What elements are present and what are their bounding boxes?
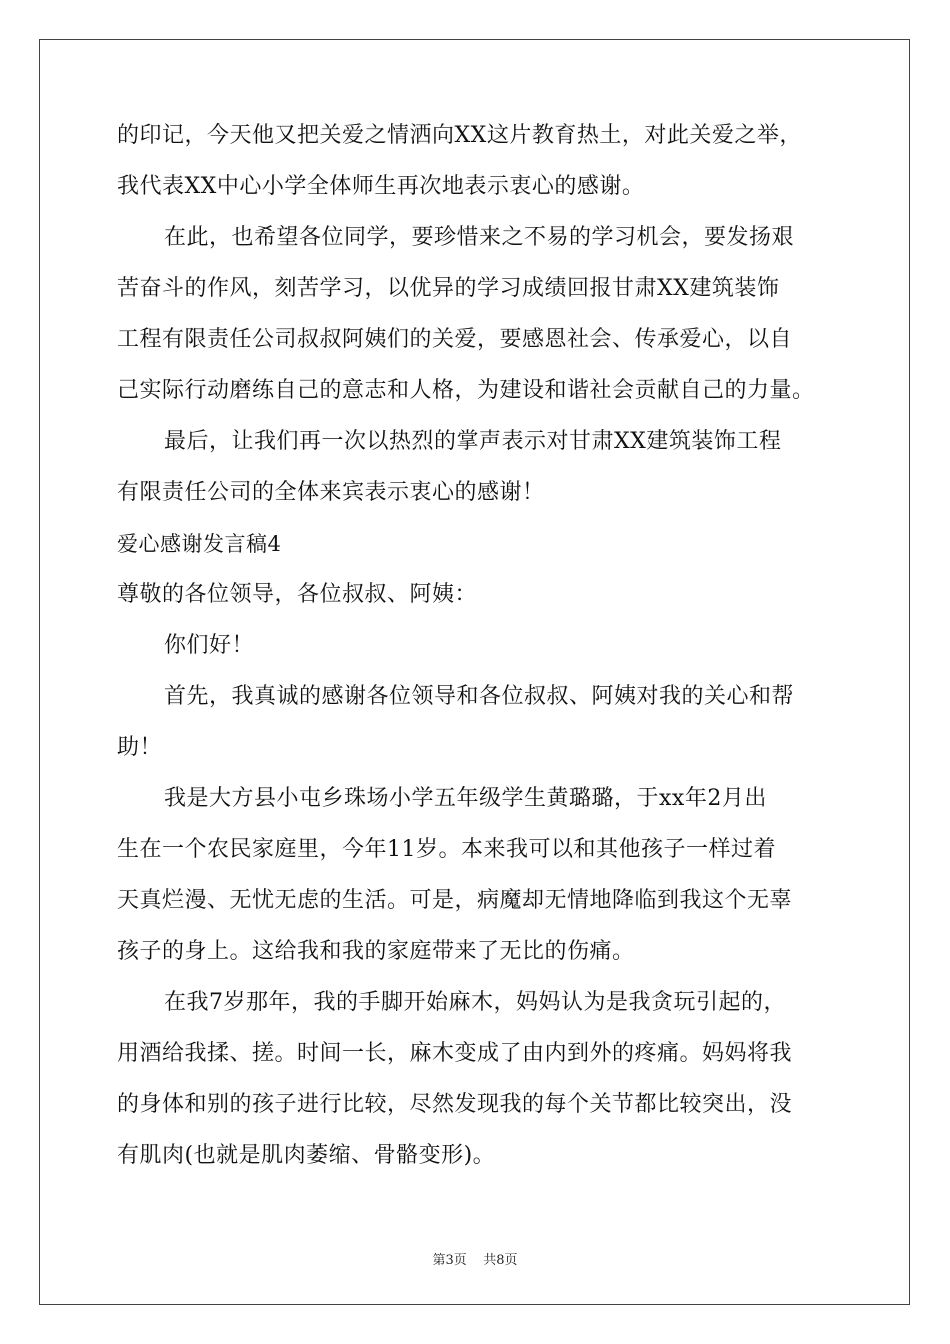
paragraph-start: 首先，我真诚的感谢各位领导和各位叔叔、阿姨对我的关心和帮 (164, 684, 795, 709)
text-line: 生在一个农民家庭里，今年11岁。本来我可以和其他孩子一样过着 (117, 837, 776, 862)
page-footer: 第3页 共8页 (432, 1253, 518, 1268)
text-line: 用酒给我揉、搓。时间一长，麻木变成了由内到外的疼痛。妈妈将我 (117, 1041, 793, 1066)
paragraph-start: 在此，也希望各位同学，要珍惜来之不易的学习机会，要发扬艰 (164, 225, 795, 250)
text-line: 我代表XX中心小学全体师生再次地表示衷心的感谢。 (117, 174, 645, 199)
text-line: 天真烂漫、无忧无虑的生活。可是，病魔却无情地降临到我这个无辜 (117, 888, 793, 913)
greeting: 你们好！ (164, 633, 255, 658)
text-line: 有限责任公司的全体来宾表示衷心的感谢！ (117, 480, 545, 505)
text-line: 工程有限责任公司叔叔阿姨们的关爱，要感恩社会、传承爱心，以自 (117, 327, 793, 352)
text-line: 助！ (117, 735, 163, 760)
section-heading: 爱心感谢发言稿4 (117, 532, 282, 556)
text-line: 的印记，今天他又把关爱之情洒向XX这片教育热土，对此关爱之举， (117, 123, 802, 148)
text-line: 有肌肉(也就是肌肉萎缩、骨骼变形)。 (117, 1143, 496, 1168)
salutation: 尊敬的各位领导，各位叔叔、阿姨： (117, 582, 478, 607)
text-line: 己实际行动磨练自己的意志和人格，为建设和谐社会贡献自己的力量。 (117, 378, 815, 403)
text-line: 的身体和别的孩子进行比较，尽然发现我的每个关节都比较突出，没 (117, 1092, 793, 1117)
document-body (117, 124, 839, 1168)
paragraph-start: 我是大方县小屯乡珠场小学五年级学生黄璐璐，于xx年2月出 (164, 786, 767, 811)
text-line: 苦奋斗的作风，刻苦学习，以优异的学习成绩回报甘肃XX建筑装饰 (117, 276, 780, 301)
paragraph-start: 在我7岁那年，我的手脚开始麻木，妈妈认为是我贪玩引起的， (164, 990, 786, 1015)
text-line: 孩子的身上。这给我和我的家庭带来了无比的伤痛。 (117, 939, 635, 964)
paragraph-start: 最后，让我们再一次以热烈的掌声表示对甘肃XX建筑装饰工程 (164, 429, 782, 454)
